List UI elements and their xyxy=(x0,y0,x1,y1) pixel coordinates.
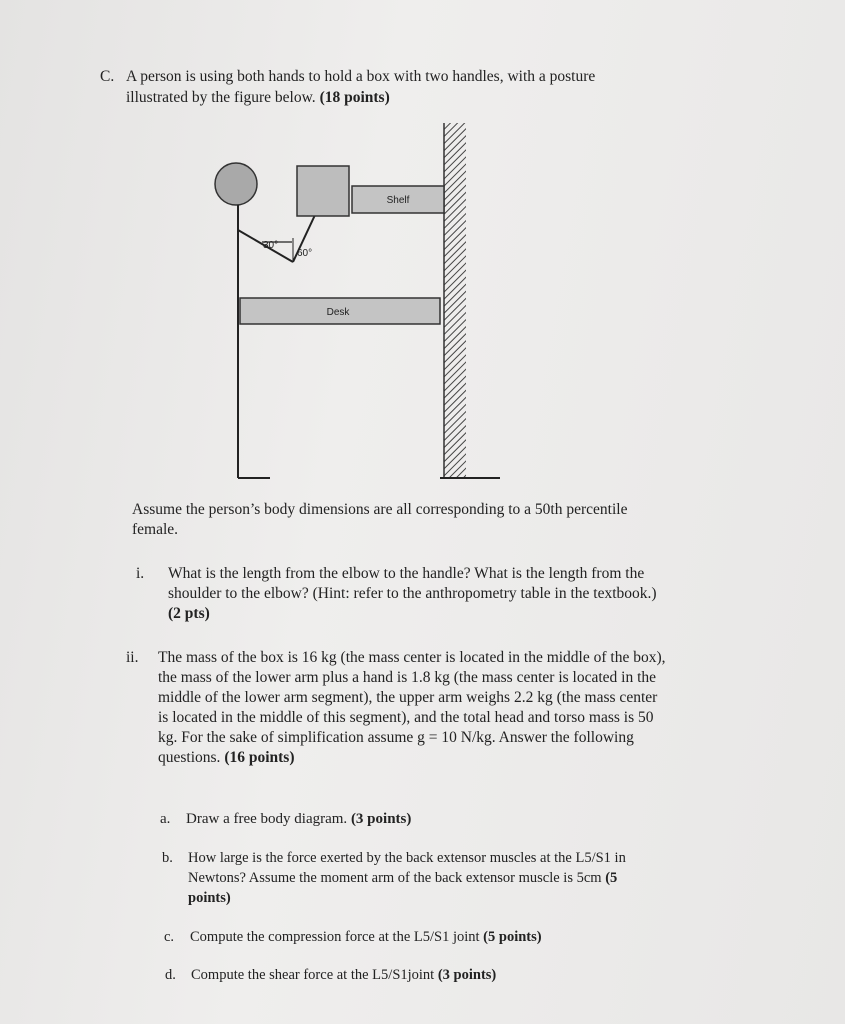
part-ii-label: ii. xyxy=(126,649,139,666)
part-ii-line-1: The mass of the box is 16 kg (the mass center is located in the middle of the box), xyxy=(158,649,666,666)
part-ii-line-6: questions. (16 points) xyxy=(158,749,295,766)
sub-a-label: a. xyxy=(160,811,171,827)
angle-30-label: 30° xyxy=(263,240,279,251)
box xyxy=(297,166,349,216)
part-ii-points: (16 points) xyxy=(224,749,295,766)
sub-a-text: Draw a free body diagram. (3 points) xyxy=(186,811,412,827)
assumption-line-2: female. xyxy=(132,521,179,538)
part-ii-line-2: the mass of the lower arm plus a hand is 1.8 kg (the mass center is located in the xyxy=(158,669,657,686)
sub-d-text: Compute the shear force at the L5/S1joint (3 points) xyxy=(191,967,497,983)
sub-b-label: b. xyxy=(162,850,173,866)
sub-b-line-1: How large is the force exerted by the back extensor muscles at the L5/S1 in xyxy=(188,850,626,866)
sub-b-points-b: points) xyxy=(188,890,231,906)
head xyxy=(215,163,257,205)
assumption-line-1: Assume the person’s body dimensions are all corresponding to a 50th percentile xyxy=(132,501,628,518)
question-text-line-2: illustrated by the figure below. (18 points) xyxy=(126,89,390,106)
part-ii-line-3: middle of the lower arm segment), the upper arm weighs 2.2 kg (the mass center xyxy=(158,689,658,706)
sub-b-points-a: (5 xyxy=(605,870,618,886)
question-label: C. xyxy=(100,68,115,85)
part-ii-line-5: kg. For the sake of simplification assume g = 10 N/kg. Answer the following xyxy=(158,729,634,746)
shelf-label: Shelf xyxy=(386,195,410,206)
part-i-label: i. xyxy=(136,565,145,582)
sub-d-label: d. xyxy=(165,967,176,983)
sub-c-points: (5 points) xyxy=(483,929,542,945)
sub-a-points: (3 points) xyxy=(350,811,412,827)
part-i-line-1: What is the length from the elbow to the handle? What is the length from the xyxy=(168,565,645,582)
part-i-points: (2 pts) xyxy=(168,605,210,622)
sub-c-text: Compute the compression force at the L5/S1 joint (5 points) xyxy=(190,929,542,945)
wall xyxy=(444,123,466,478)
sub-d-points: (3 points) xyxy=(437,967,497,983)
part-i-line-2: shoulder to the elbow? (Hint: refer to the anthropometry table in the textbook.) xyxy=(168,585,657,602)
desk-label: Desk xyxy=(326,307,350,318)
sub-b-line-2: Newtons? Assume the moment arm of the back extensor muscle is 5cm (5 xyxy=(188,870,618,886)
question-text-line-1: A person is using both hands to hold a box with two handles, with a posture xyxy=(126,68,596,85)
posture-figure xyxy=(0,0,845,500)
angle-60-label: 60° xyxy=(297,248,313,259)
question-points: (18 points) xyxy=(319,89,390,106)
sub-c-label: c. xyxy=(164,929,175,945)
part-ii-line-4: is located in the middle of this segment), and the total head and torso mass is 50 xyxy=(158,709,654,726)
